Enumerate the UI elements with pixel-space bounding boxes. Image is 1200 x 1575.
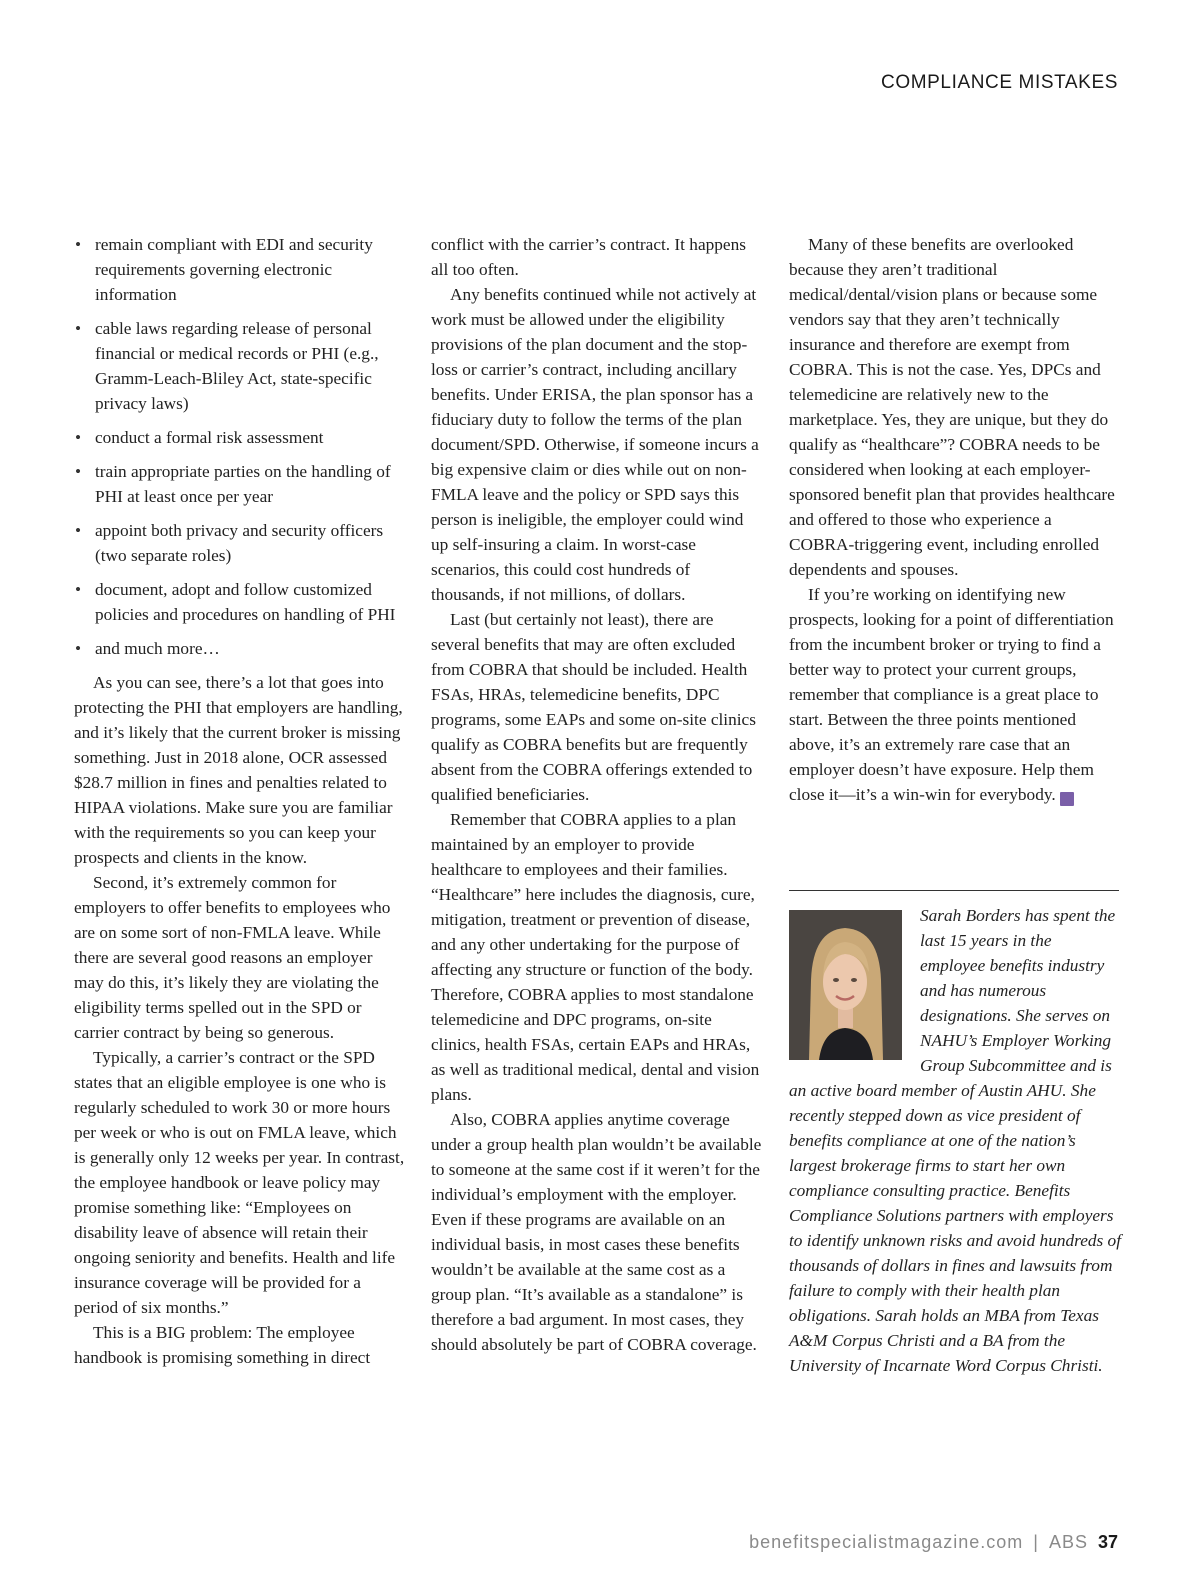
page-number: 37 <box>1097 1532 1118 1552</box>
body-paragraph-final <box>789 582 1121 807</box>
article-column-1 <box>74 232 406 1370</box>
bio-divider <box>789 890 1119 891</box>
body-paragraph: Second, it’s extremely common for employers to offer benefits to employees who are on some sort of non-FMLA leave. While there are several good reasons an employer may do this, it’s likely they are violating the eligibility terms spelled out in the SPD or carrier contract by being so generous. <box>74 873 391 1042</box>
list-item: • train appropriate parties on the handling of PHI at least once per year <box>74 459 406 509</box>
list-item: • remain compliant with EDI and security requirements governing electronic information <box>74 232 406 307</box>
author-bio <box>789 903 1121 1378</box>
page-footer <box>749 1532 1118 1553</box>
body-paragraph: As you can see, there’s a lot that goes into protecting the PHI that employers are handling, and it’s likely that the current broker is missing something. Just in 2018 alone, OCR assessed $28.7 million in fines and penalties related to HIPAA violations. Make sure you are familiar with the requirements so you can keep your prospects and clients in the know. <box>74 673 403 867</box>
list-item: • cable laws regarding release of personal financial or medical records or PHI (e.g., Gramm-Leach-Bliley Act, state-specific privacy laws) <box>74 316 406 416</box>
body-paragraph: Many of these benefits are overlooked because they aren’t traditional medical/dental/vision plans or because some vendors say that they aren’t technically insurance and therefore are exempt from COBRA. This is not the case. Yes, DPCs and telemedicine are relatively new to the marketplace. Yes, they are unique, but they do qualify as “healthcare”? COBRA needs to be considered when looking at each employer-sponsored benefit plan that provides healthcare and offered to those who experience a COBRA-triggering event, including enrolled dependents and spouses. <box>789 235 1115 579</box>
article-column-2 <box>431 232 763 1357</box>
body-paragraph: Last (but certainly not least), there are several benefits that may are often excluded from COBRA that should be included. Health FSAs, HRAs, telemedicine benefits, DPC programs, some EAPs and some on-site clinics qualify as COBRA benefits but are frequently absent from the COBRA offerings extended to qualified beneficiaries. <box>431 610 756 804</box>
body-paragraph: Any benefits continued while not actively at work must be allowed under the eligibility provisions of the plan document and the stop-loss or carrier’s contract, including ancillary benefits. Under ERISA, the plan sponsor has a fiduciary duty to follow the terms of the plan document/SPD. Otherwise, if someone incurs a big expensive claim or dies while out on non-FMLA leave and the policy or SPD says this person is ineligible, the employer could wind up self-insuring a claim. In worst-case scenarios, this could cost hundreds of thousands, if not millions, of dollars. <box>431 285 759 604</box>
section-title: COMPLIANCE MISTAKES <box>881 72 1118 93</box>
footer-publication: ABS <box>1048 1532 1088 1552</box>
body-paragraph: Also, COBRA applies anytime coverage under a group health plan wouldn’t be available to someone at the same cost if it weren’t for the individual’s employment with the employer. Even if these programs are available on an individual basis, in most cases these benefits wouldn’t be available at the same cost as a group plan. “It’s available as a standalone” is therefore a bad argument. In most cases, they should absolutely be part of COBRA coverage. <box>431 1110 762 1354</box>
footer-separator: | <box>1033 1532 1039 1552</box>
bullet-list <box>74 232 406 661</box>
list-item: • appoint both privacy and security officers (two separate roles) <box>74 518 406 568</box>
article-column-3 <box>789 232 1121 807</box>
author-photo <box>789 910 902 1060</box>
body-paragraph: Remember that COBRA applies to a plan maintained by an employer to provide healthcare to employees and their families. “Healthcare” here includes the diagnosis, cure, mitigation, treatment or prevention of disease, and any other undertaking for the purpose of affecting any structure or function of the body. Therefore, COBRA applies to most standalone telemedicine and DPC programs, on-site clinics, health FSAs, certain EAPs and HRAs, as well as traditional medical, dental and vision plans. <box>431 810 760 1104</box>
body-paragraph-text: If you’re working on identifying new prospects, looking for a point of differentiation from the incumbent broker or trying to find a better way to protect your current groups, remember that compliance is a great place to start. Between the three points mentioned above, it’s an extremely rare case that an employer doesn’t have exposure. Help them close it—it’s a win-win for everybody. <box>789 585 1114 804</box>
author-bio-text: Sarah Borders has spent the last 15 years in the employee benefits industry and has numerous designations. She serves on NAHU’s Employer Working Group Subcommittee and is an active board member of Austin AHU. She recently stepped down as vice president of benefits compliance at one of the nation’s largest brokerage firms to start her own compliance consulting practice. Benefits Compliance Solutions partners with employers to identify unknown risks and avoid hundreds of thousands of dollars in fines and lawsuits from failure to comply with their health plan obligations. Sarah holds an MBA from Texas A&M Corpus Christi and a BA from the University of Incarnate Word Corpus Christi. <box>789 906 1121 1375</box>
list-item: • conduct a formal risk assessment <box>74 425 406 450</box>
footer-website: benefitspecialistmagazine.com <box>749 1532 1024 1552</box>
list-item: • document, adopt and follow customized policies and procedures on handling of PHI <box>74 577 406 627</box>
list-item: • and much more… <box>74 636 406 661</box>
body-paragraph: Typically, a carrier’s contract or the SPD states that an eligible employee is one who is regularly scheduled to work 30 or more hours per week or who is out on FMLA leave, which is generally only 12 weeks per year. In contrast, the employee handbook or leave policy may promise something like: “Employees on disability leave of absence will retain their ongoing seniority and benefits. Health and life insurance coverage will be provided for a period of six months.” <box>74 1048 405 1317</box>
body-paragraph: This is a BIG problem: The employee handbook is promising something in direct <box>74 1323 371 1367</box>
body-paragraph-continued: conflict with the carrier’s contract. It happens all too often. <box>431 235 746 279</box>
author-portrait-illustration <box>789 910 902 1060</box>
end-of-article-icon: ▲ <box>1060 792 1074 806</box>
